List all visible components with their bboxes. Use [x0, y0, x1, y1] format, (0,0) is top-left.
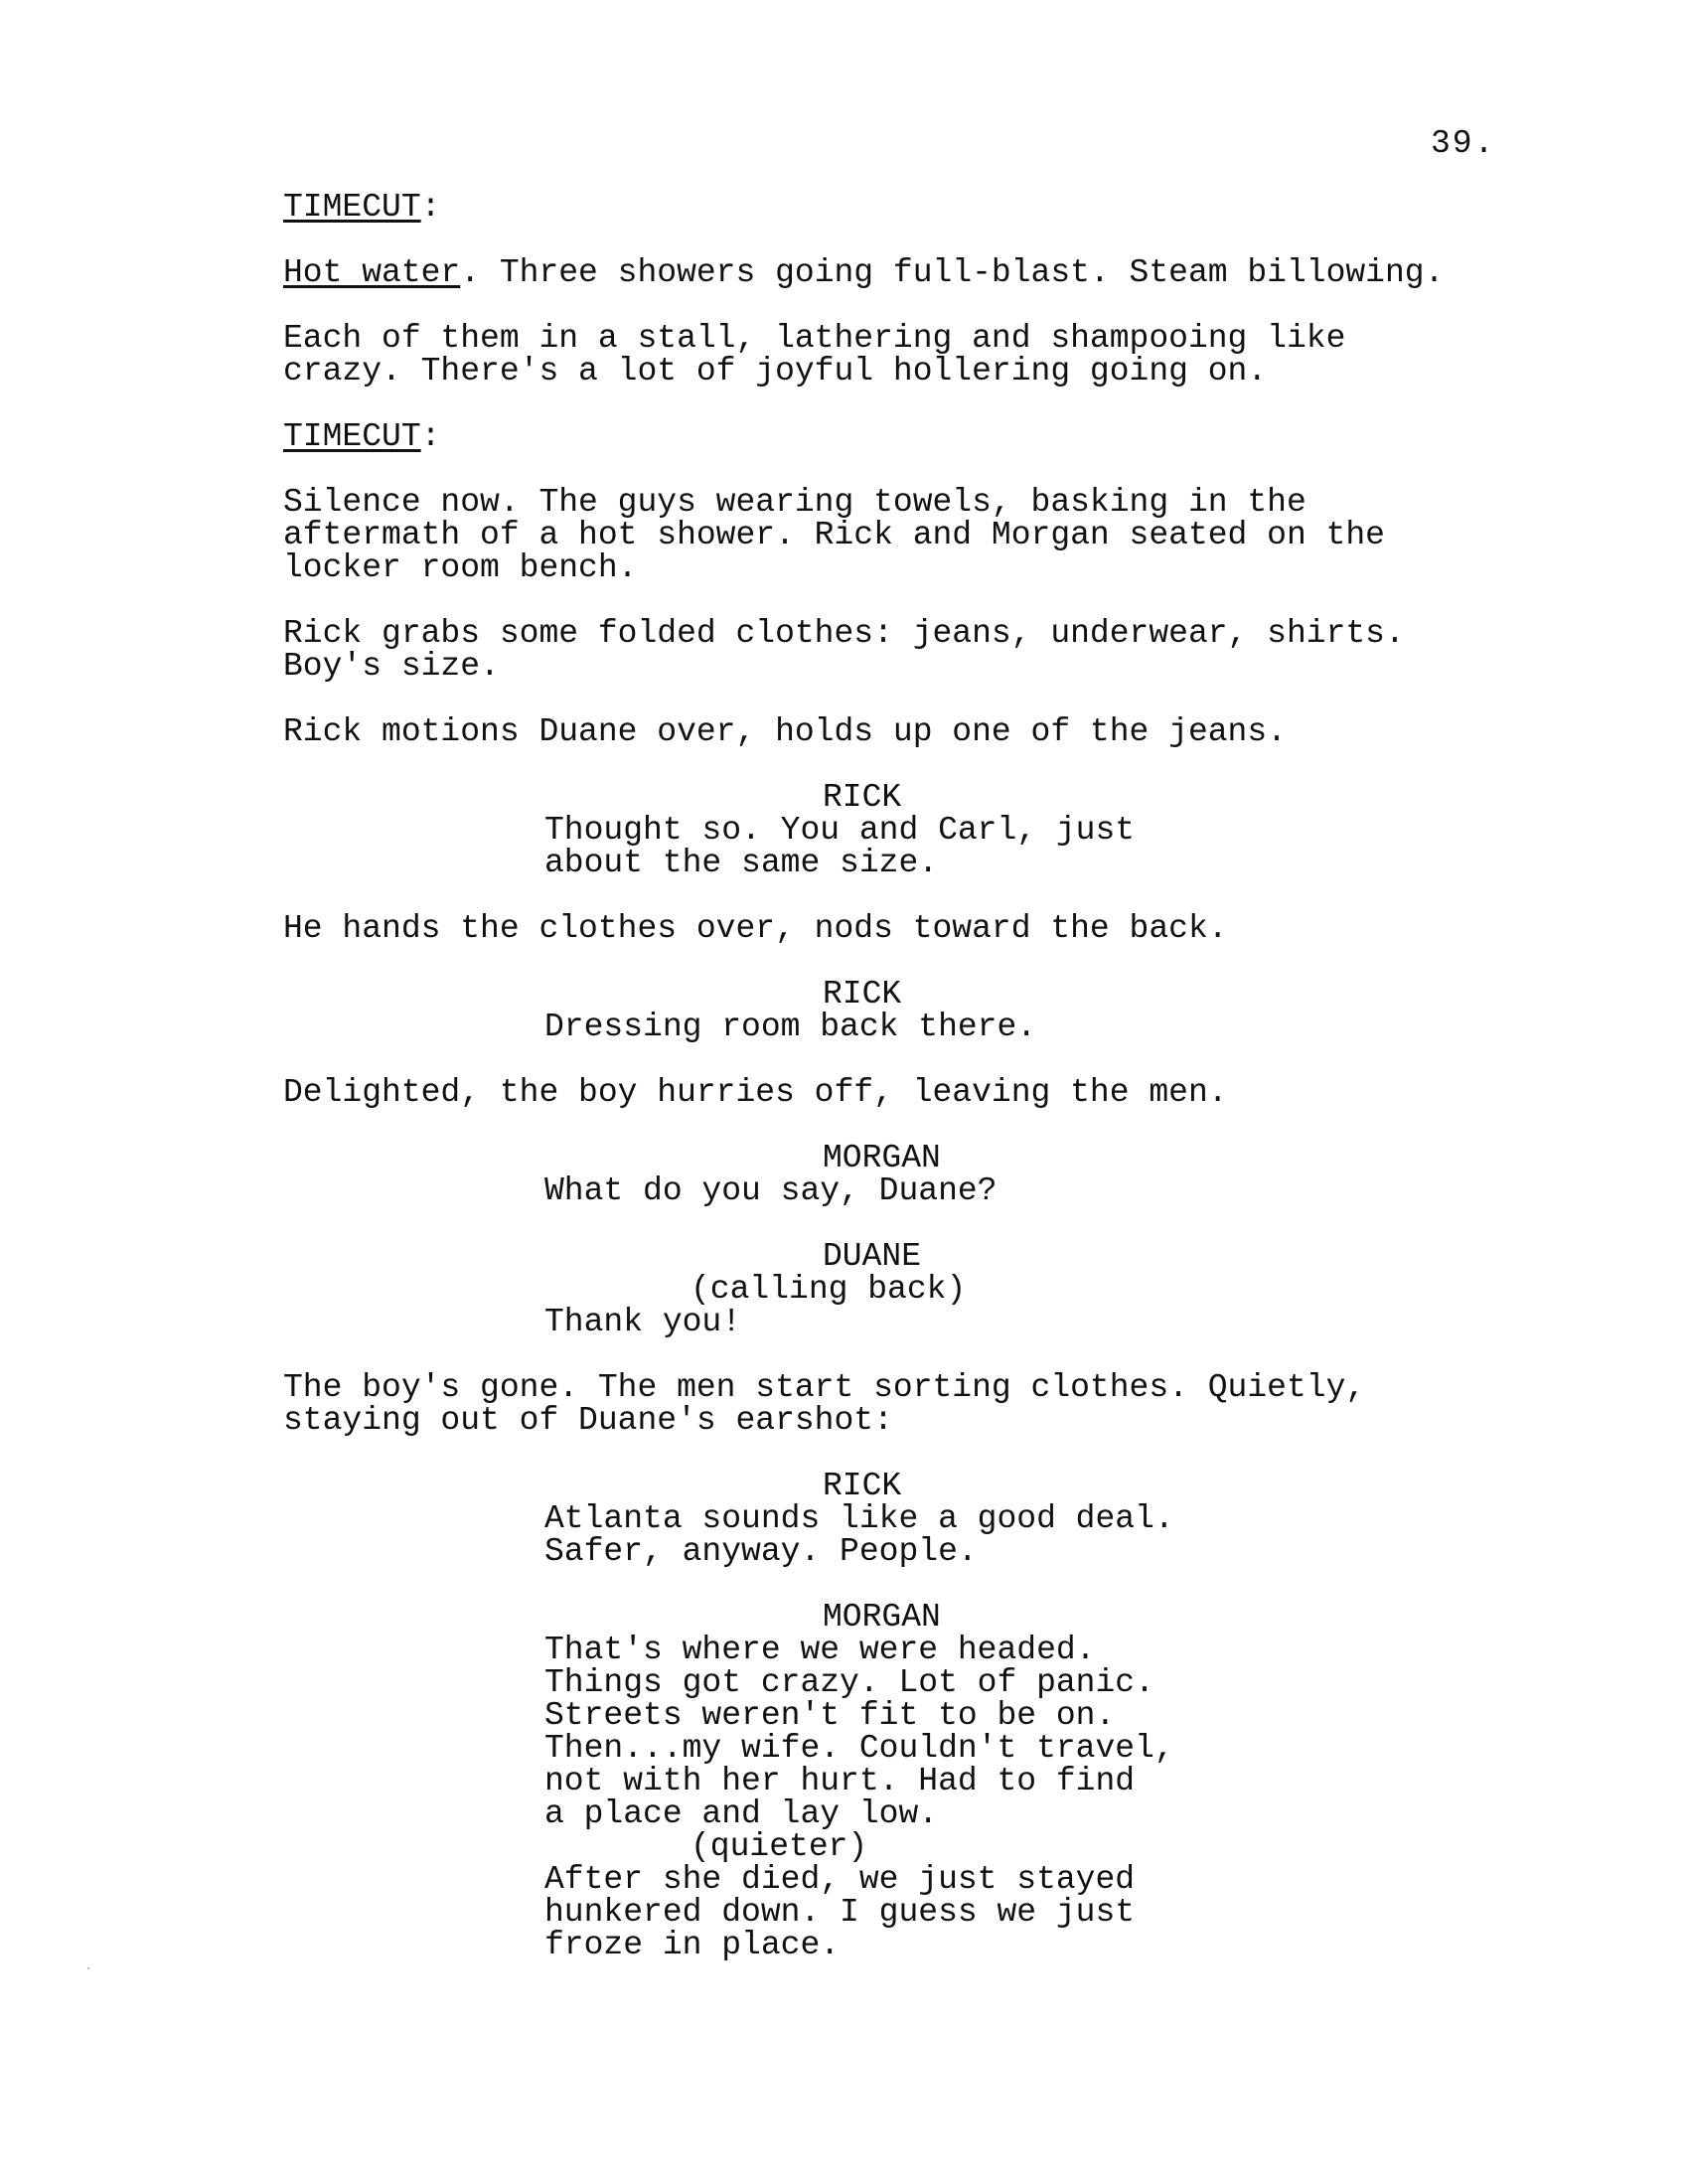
transition-text: TIMECUT: [283, 418, 421, 455]
action-line: Silence now. The guys wearing towels, basking in the aftermath of a hot shower. Rick and Morgan seated on the locker room bench.: [283, 484, 1385, 586]
dialogue-line: Dressing room back there.: [544, 1009, 1037, 1045]
character-name: MORGAN: [823, 1140, 941, 1176]
screenplay-body: [283, 191, 1525, 1961]
transition-text: TIMECUT: [283, 189, 421, 226]
scan-speck: [87, 1967, 89, 1969]
action-line: The boy's gone. The men start sorting clothes. Quietly, staying out of Duane's earshot:: [283, 1369, 1366, 1439]
action-line: He hands the clothes over, nods toward the back.: [283, 910, 1228, 947]
dialogue-line: Thought so. You and Carl, just about the same size.: [544, 812, 1136, 881]
transition-timecut: TIMECUT:: [283, 418, 441, 455]
underlined-phrase: Hot water: [283, 254, 461, 291]
parenthetical: (calling back): [691, 1271, 967, 1308]
action-line: [283, 256, 1525, 289]
character-name: RICK: [823, 779, 902, 816]
action-line: Rick grabs some folded clothes: jeans, underwear, shirts. Boy's size.: [283, 615, 1405, 685]
action-line: Each of them in a stall, lathering and shampooing like crazy. There's a lot of joyful hollering going on.: [283, 320, 1346, 390]
character-name: RICK: [823, 976, 902, 1013]
dialogue-line: What do you say, Duane?: [544, 1172, 998, 1209]
action-text: . Three showers going full-blast. Steam billowing.: [460, 254, 1445, 291]
action-line: Delighted, the boy hurries off, leaving the men.: [283, 1074, 1228, 1111]
transition-timecut: TIMECUT:: [283, 189, 441, 226]
character-name: DUANE: [823, 1238, 922, 1275]
dialogue-line: Thank you!: [544, 1304, 742, 1340]
dialogue-line: Atlanta sounds like a good deal. Safer, anyway. People.: [544, 1500, 1174, 1570]
character-name: MORGAN: [823, 1599, 941, 1636]
dialogue-line: After she died, we just stayed hunkered down. I guess we just froze in place.: [544, 1861, 1136, 1963]
action-line: Rick motions Duane over, holds up one of the jeans.: [283, 713, 1287, 750]
parenthetical: (quieter): [691, 1828, 868, 1865]
dialogue-line: That's where we were headed. Things got crazy. Lot of panic. Streets weren't fit to be on. Then...my wife. Couldn't travel, not with her hurt. Had to find a place and lay low.: [544, 1632, 1174, 1832]
page-number: 39.: [1431, 125, 1496, 162]
character-name: RICK: [823, 1468, 902, 1504]
